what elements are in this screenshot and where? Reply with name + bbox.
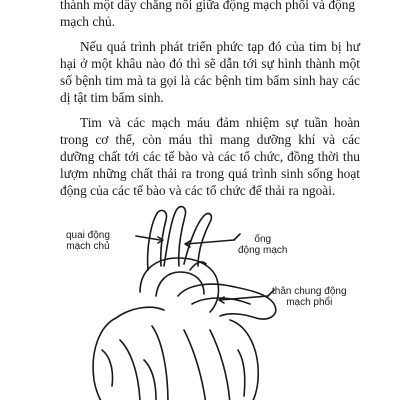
label-aortic-arch-line-1: quai động: [66, 230, 110, 241]
paragraph-3: Tim và các mạch máu đảm nhiệm sự tuần hoàn trong cơ thể, còn máu thì mang dưỡng khí và các dưỡng chất tới các tế bào và các tổ chức, đồng thời thu lượm những chất thải ra trong quá trình sinh sống hoạt động của các tế bào và các tổ chức để thải ra ngoài.: [60, 115, 360, 198]
label-aortic-arch-line-2: mạch chủ: [66, 241, 110, 252]
label-pulmonary-trunk: [272, 286, 347, 308]
label-pulmonary-trunk-line-2: mạch phổi: [286, 297, 333, 308]
right-atrium-top: [116, 307, 164, 318]
aortic-arch-inner: [156, 272, 204, 296]
chamber-line-4: [102, 350, 113, 386]
paragraph-1-line-2: mạch chủ.: [60, 14, 116, 29]
paragraph-1: [60, 0, 360, 30]
label-ductus-line-1: ống: [254, 234, 272, 245]
paragraph-2: Nếu quá trình phát triển phức tạp đó của tim bị hư hại ở một khâu nào đó thì sẽ dẫn tới sự hình thành một số bệnh tim mà ta gọi là các bệnh tim bẩm sinh hay các dị tật tim bẩm sinh.: [60, 39, 360, 105]
septum-line: [152, 326, 168, 400]
label-ductus-line-2: động mạch: [238, 245, 288, 256]
label-ductus: [238, 234, 287, 256]
body-text: [60, 0, 360, 207]
chamber-line-3: [210, 330, 230, 400]
pointer-aortic-arch: [136, 236, 160, 240]
pulmonary-trunk-outline: [178, 284, 276, 319]
chamber-line-6: [238, 350, 245, 396]
heart-illustration: [60, 200, 360, 400]
label-aortic-arch: [66, 230, 110, 252]
chamber-line-2: [184, 330, 206, 400]
pointer-ductus: [186, 240, 234, 244]
chamber-line-5: [144, 360, 156, 400]
paragraph-1-line-1: thành một dây chằng nối giữa động mạch phổi và động: [60, 0, 356, 12]
heart-right-border: [93, 318, 116, 400]
label-pulmonary-trunk-line-1: thân chung động: [272, 286, 347, 297]
chamber-line-1: [120, 340, 140, 400]
